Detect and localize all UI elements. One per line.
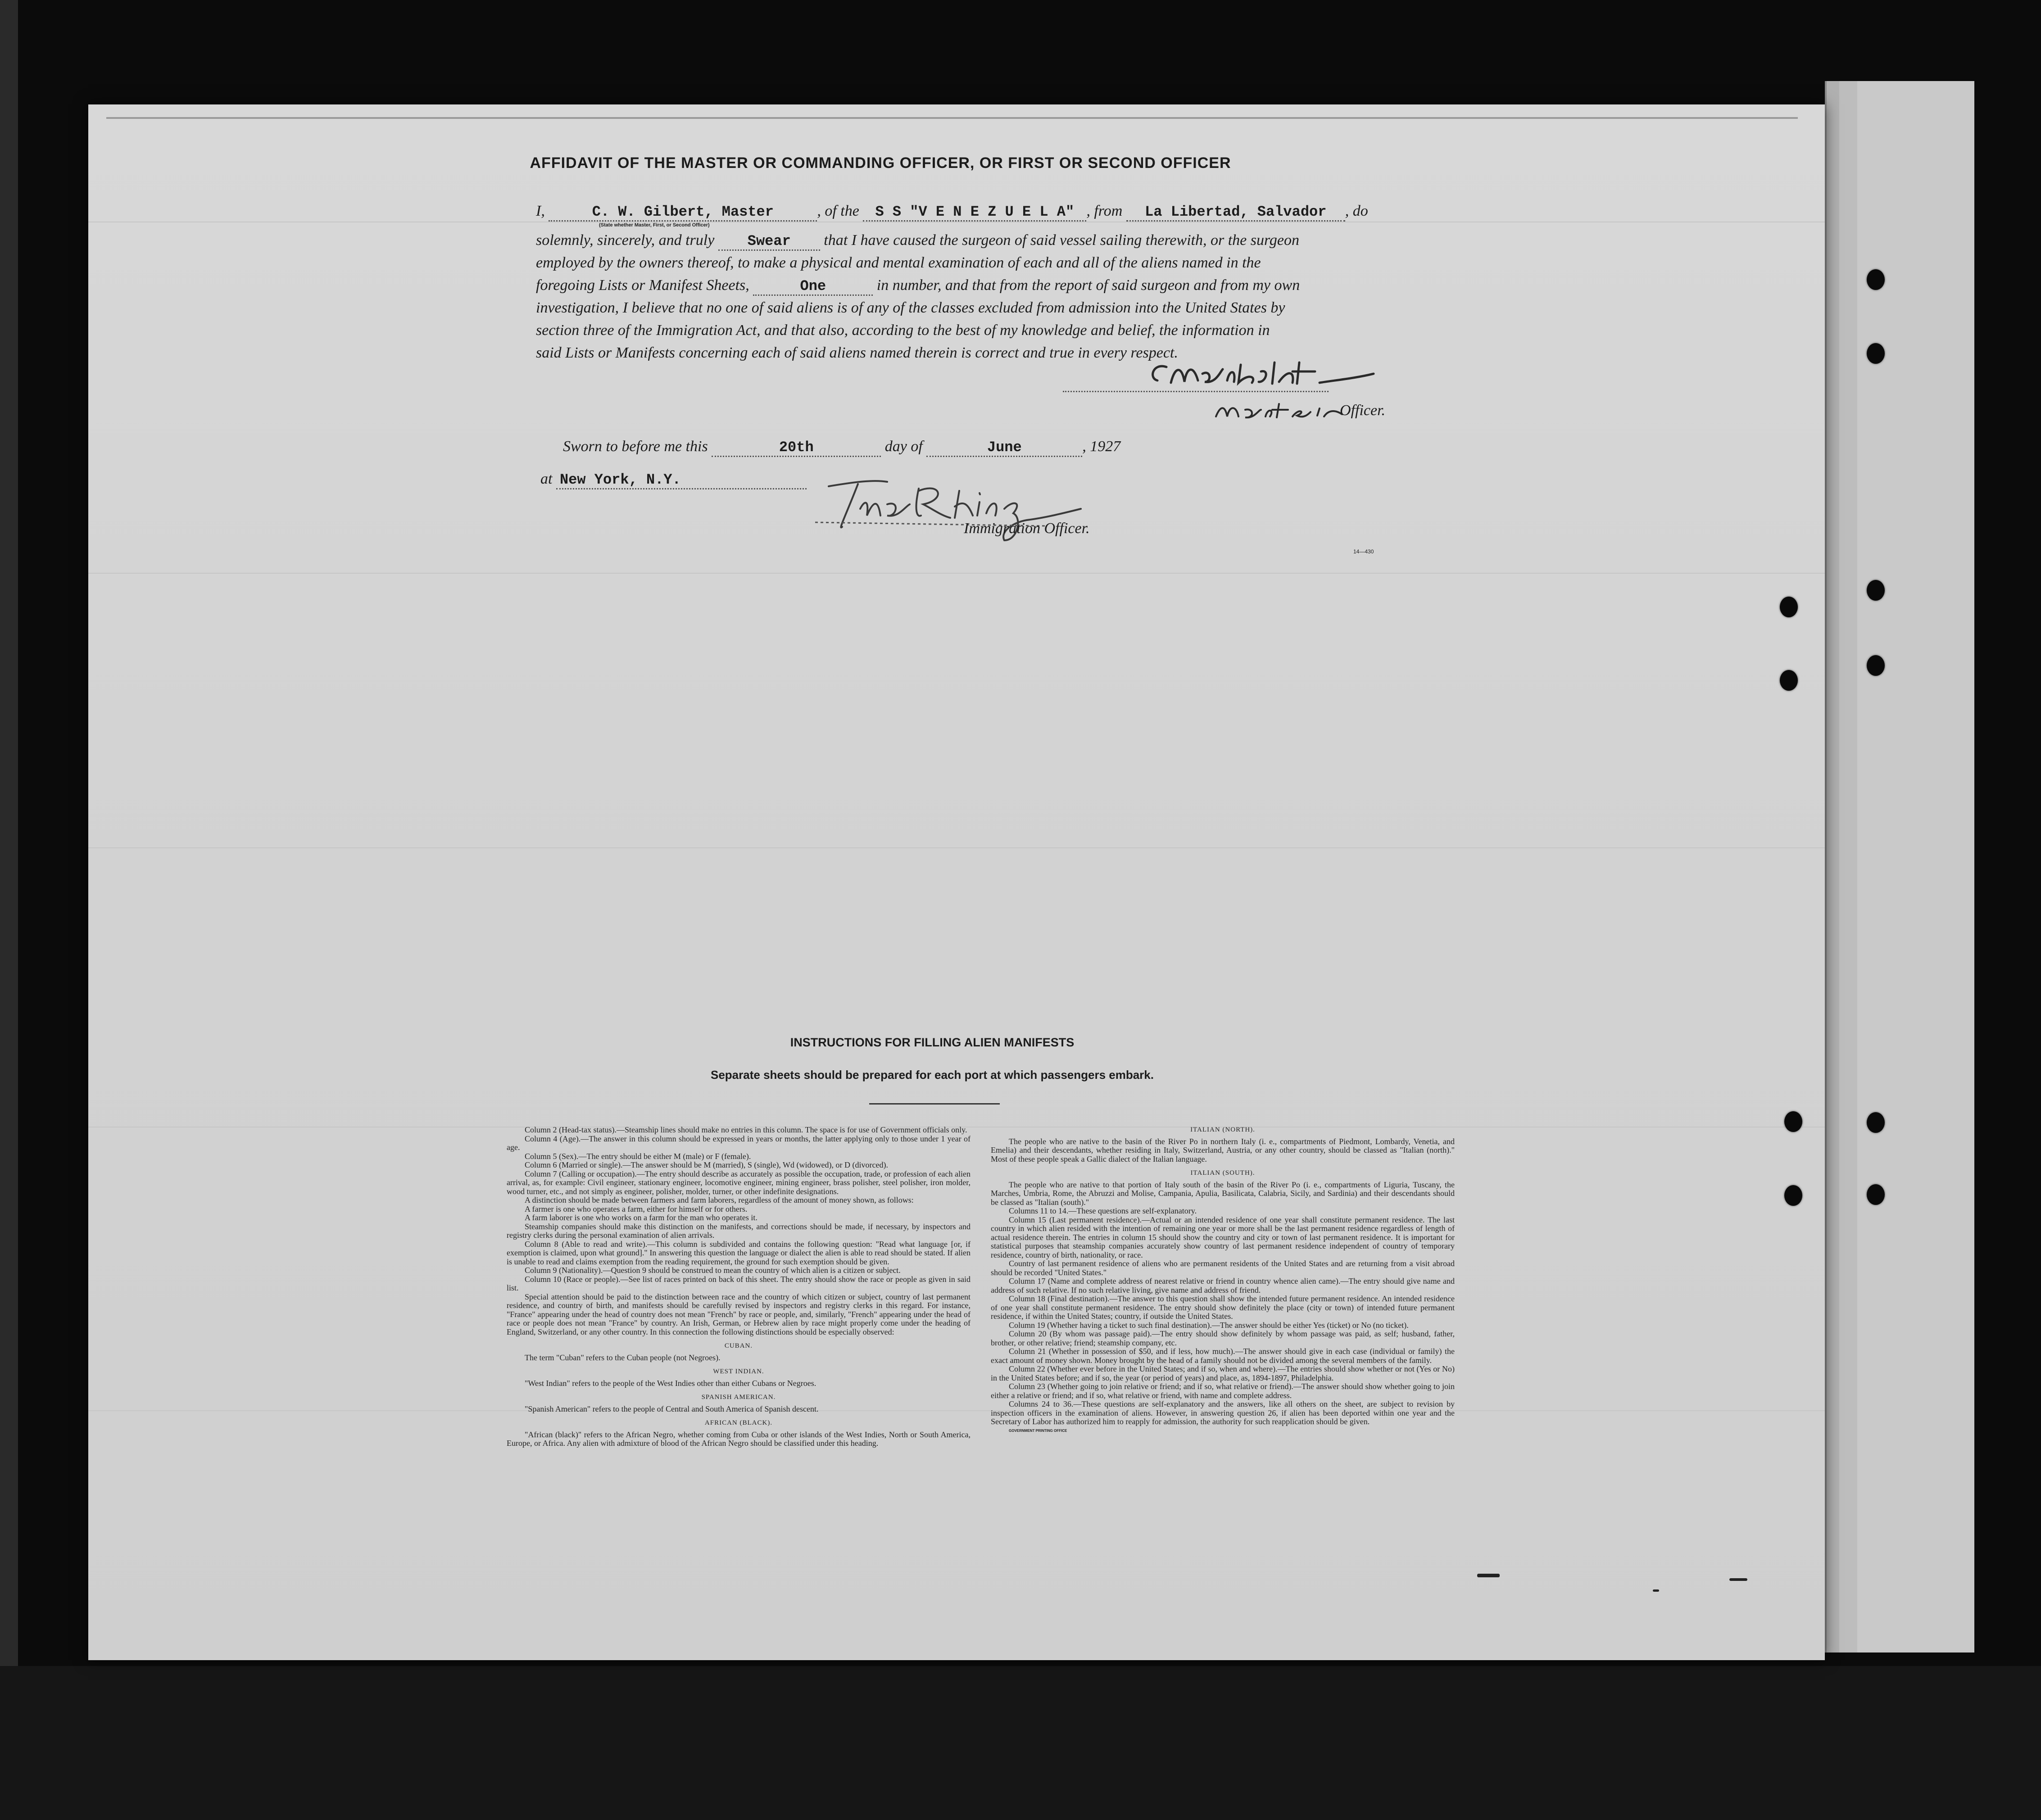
instructions-subtitle: Separate sheets should be prepared for each port at which passengers embark.: [711, 1068, 1154, 1082]
text: that I have caused the surgeon of said vessel sailing therewith, or the surgeon: [824, 232, 1300, 249]
faint-rule: [88, 573, 1825, 574]
text: foregoing Lists or Manifest Sheets,: [536, 277, 749, 294]
paragraph: "African (black)" refers to the African Negro, whether coming from Cuba or other islands of the West Indies, North or South America, Europe, or Africa. Any alien with admixture of blood of the African Negro should be classified under this heading.: [507, 1430, 971, 1448]
instructions-right-column: [991, 1126, 1455, 1435]
paragraph: "Spanish American" refers to the people of Central and South America of Spanish descent.: [525, 1404, 819, 1413]
paragraph: Columns 11 to 14.—These questions are self-explanatory.: [1009, 1206, 1197, 1215]
immigration-officer-label: Immigration Officer.: [964, 520, 1090, 537]
paragraph: Column 17 (Name and complete address of nearest relative or friend in country whence alien came).—The entry should give name and address of such relative. If no such relative living, give name and address of friend.: [991, 1277, 1455, 1295]
master-signature: [1144, 356, 1378, 396]
paragraph: A farm laborer is one who works on a farm for the man who operates it.: [525, 1213, 757, 1222]
binder-hole: [1780, 597, 1798, 617]
affidavit-line-6: section three of the Immigration Act, and that also, according to the best of my knowledge and belief, the information in: [536, 322, 1270, 339]
affidavit-line-2: [536, 232, 1299, 251]
film-edge-bottom: [0, 1666, 2041, 1820]
from-port-field: La Libertad, Salvador: [1126, 204, 1345, 222]
instructions-divider: [869, 1103, 1000, 1105]
paragraph: A farmer is one who operates a farm, either for himself or for others.: [525, 1204, 748, 1213]
paragraph: Column 7 (Calling or occupation).—The entry should describe as accurately as possible the occupation, trade, or profession of each alien arrival, as, for example: Civil engineer, stationary engineer, locomotive engineer, mining engineer, brass polisher, steel polisher, iron molder, wood turner, etc., and not simply as engineer, polisher, molder, turner, or other indefinite designations.: [507, 1169, 971, 1196]
film-edge-left: [0, 0, 18, 1820]
sworn-day-field: 20th: [712, 439, 881, 457]
text: , do: [1345, 203, 1368, 219]
paragraph: Country of last permanent residence of aliens who are permanent residents of the United States and are returning from a visit abroad should be recorded "United States.": [991, 1259, 1455, 1277]
paragraph: The term "Cuban" refers to the Cuban people (not Negroes).: [525, 1353, 721, 1362]
rank-note: (State whether Master, First, or Second Officer): [599, 222, 710, 228]
affidavit-line-3: employed by the owners thereof, to make a physical and mental examination of each and all of the aliens named in the: [536, 254, 1261, 271]
text: I,: [536, 203, 545, 219]
paragraph: Column 23 (Whether going to join relative or friend; and if so, what relative or friend).—The answer should show whether going to join either a relative or friend; and if so, what relative or friend, with name and complete address.: [991, 1382, 1455, 1400]
binder-hole: [1867, 343, 1885, 364]
text: , 19: [1082, 438, 1106, 455]
paragraph: Column 4 (Age).—The answer in this column should be expressed in years or months, the latter applying only to those under 1 year of age.: [507, 1134, 971, 1152]
instructions-title: INSTRUCTIONS FOR FILLING ALIEN MANIFESTS: [790, 1036, 1075, 1049]
paragraph: Column 10 (Race or people).—See list of races printed on back of this sheet. The entry should show the race or people as given in said list.: [507, 1274, 971, 1292]
swear-field: Swear: [718, 233, 820, 251]
binder-hole: [1780, 670, 1798, 691]
paragraph: The people who are native to the basin of the River Po in northern Italy (i. e., compartments of Piedmont, Lombardy, Venetia, and Emelia) and their descendants, whether residing in Italy, Switzerland, Austria, or any other country, should be classed as "Italian (north)." Most of these people speak a Gallic dialect of the Italian language.: [991, 1136, 1455, 1164]
master-signature-line: [1063, 391, 1329, 392]
ink-speck: [1653, 1589, 1659, 1592]
vessel-name-field: S S "V E N E Z U E L A": [863, 204, 1086, 222]
faint-rule: [88, 847, 1825, 848]
paragraph: Column 8 (Able to read and write).—This column is subdivided and contains the following question: "Read what language [or, if exemption is claimed, upon what ground]." In answering this question the language or dialect the alien is able to read should be stated. If alien is unable to read and claims exemption from the reading requirement, the ground for such exemption should be given.: [507, 1239, 971, 1266]
text: , of the: [817, 203, 859, 219]
text: , from: [1086, 203, 1123, 219]
page-stack-front: [1825, 81, 1839, 1652]
sworn-month-field: June: [926, 439, 1082, 457]
binder-hole: [1867, 655, 1885, 676]
ink-speck: [1477, 1574, 1500, 1577]
page-stack-back: [1855, 81, 1974, 1652]
sworn-place-line: [540, 471, 807, 489]
paragraph: The people who are native to that portion of Italy south of the basin of the River Po (i. e., compartments of Liguria, Tuscany, the Marches, Umbria, Rome, the Abruzzi and Molise, Campania, Apulia, Basilicata, Calabria, Sicily, and Sardinia) and their descendants should be classed as "Italian (south).": [991, 1180, 1455, 1207]
text: solemnly, sincerely, and truly: [536, 232, 715, 249]
paragraph: Column 9 (Nationality).—Question 9 should be construed to mean the country of which alien is a citizen or subject.: [525, 1266, 901, 1275]
paragraph: Column 22 (Whether ever before in the United States; and if so, when and where).—The entries should show whether or not (Yes or No) in the United States before; and if so, the year (or period of years) and place, as, 1894-1897, Philadelphia.: [991, 1364, 1455, 1382]
sworn-year: 27: [1105, 438, 1121, 455]
text: at: [540, 471, 553, 487]
affidavit-line-7: said Lists or Manifests concerning each of said aliens named therein is correct and true in every respect.: [536, 344, 1178, 361]
text: Sworn to before me this: [563, 438, 708, 455]
section-heading-cuban: CUBAN.: [724, 1342, 753, 1349]
ink-speck: [1729, 1578, 1747, 1581]
affidavit-line-1: [536, 203, 1368, 222]
paragraph: Column 21 (Whether in possession of $50, and if less, how much).—The answer should give in each case (individual or family) the exact amount of money shown. Money brought by the head of a family should not be divided among the several members of the family.: [991, 1347, 1455, 1365]
binder-hole: [1867, 580, 1885, 601]
officer-label: Officer.: [1340, 402, 1386, 419]
section-heading-african: AFRICAN (BLACK).: [704, 1419, 773, 1426]
paragraph: Steamship companies should make this distinction on the manifests, and corrections should be made, if necessary, by inspectors and registry clerks during the personal examination of alien arrivals.: [507, 1222, 971, 1240]
paragraph: A distinction should be made between farmers and farm laborers, regardless of the amount of money shown, as follows:: [525, 1195, 914, 1204]
section-heading-italian-south: ITALIAN (SOUTH).: [1190, 1169, 1255, 1177]
instructions-left-column: [507, 1126, 971, 1448]
binder-hole: [1867, 269, 1885, 290]
section-heading-west-indian: WEST INDIAN.: [713, 1368, 764, 1375]
paragraph: Column 15 (Last permanent residence).—Actual or an intended residence of one year shall constitute permanent residence. The last country in which alien resided with the intention of remaining one year or more shall be the last permanent residence regardless of length of actual residence therein. The entries in column 15 should show the country and city or town of last permanent residence. It is important for statistical purposes that steamship companies accurately show country of last permanent residence independent of country of temporary residence, country of birth, nationality, or race.: [991, 1215, 1455, 1259]
binder-hole: [1784, 1111, 1802, 1132]
affidavit-line-4: [536, 277, 1300, 296]
paragraph: Column 20 (By whom was passage paid).—The entry should show definitely by whom passage was paid, as self; husband, father, brother, or other relative; friend; steamship company, etc.: [991, 1329, 1455, 1347]
section-heading-spanish-american: SPANISH AMERICAN.: [701, 1394, 776, 1401]
form-number: 14—430: [1353, 548, 1374, 555]
rank-handwriting: [1211, 398, 1347, 423]
paragraph: "West Indian" refers to the people of the West Indies other than either Cubans or Negroes.: [525, 1378, 816, 1388]
paragraph: Column 6 (Married or single).—The answer should be M (married), S (single), Wd (widowed), or D (divorced).: [525, 1160, 888, 1169]
text: in number, and that from the report of said surgeon and from my own: [876, 277, 1300, 294]
binder-hole: [1867, 1184, 1885, 1205]
paragraph: Column 2 (Head-tax status).—Steamship lines should make no entries in this column. The space is for use of Government officials only.: [525, 1125, 967, 1134]
paragraph: Columns 24 to 36.—These questions are self-explanatory and the answers, like all others on the sheet, are subject to revision by inspection officers in the examination of aliens. However, in answering question 26, if alien has been deported within one year and the Secretary of Labor has authorized him to reapply for admission, the authority for such reapplication should be given.: [991, 1399, 1455, 1426]
section-heading-italian-north: ITALIAN (NORTH).: [1190, 1126, 1255, 1133]
page-top-edge: [106, 117, 1798, 119]
sheet-count-field: One: [753, 278, 873, 296]
paragraph: Column 5 (Sex).—The entry should be either M (male) or F (female).: [525, 1151, 751, 1161]
paragraph: Column 18 (Final destination).—The answer to this question shall show the intended future permanent residence. An intended residence of one year shall constitute permanent residence. The entry should show definitely the place (city or town) of intended future permanent residence, if within the United States; country, if outside the United States.: [991, 1294, 1455, 1321]
paragraph: Special attention should be paid to the distinction between race and the country of which citizen or subject, country of last permanent residence, and country of birth, and manifests should be carefully revised by inspectors and registry clerks in this regard. For instance, "France" appearing under the head of country does not mean "French" by race or people, and, similarly, "French" appearing under the head of race or people does not mean "France" by country. An Irish, German, or Hebrew alien by race might properly come under the heading of England, Switzerland, or any other country. In this connection the following distinctions should be especially observed:: [507, 1292, 971, 1336]
paragraph: Column 19 (Whether having a ticket to such final destination).—The answer should be either Yes (ticket) or No (no ticket).: [1009, 1320, 1409, 1330]
binder-hole: [1867, 1112, 1885, 1133]
affidavit-title: AFFIDAVIT OF THE MASTER OR COMMANDING OFFICER, OR FIRST OR SECOND OFFICER: [530, 154, 1231, 172]
master-name-field: C. W. Gilbert, Master: [549, 204, 817, 222]
sworn-line: [563, 438, 1120, 457]
sworn-place-field: New York, N.Y.: [556, 471, 807, 489]
printer-imprint: GOVERNMENT PRINTING OFFICE: [1009, 1428, 1067, 1433]
immigration-officer-signature: [811, 473, 1103, 563]
text: day of: [884, 438, 923, 455]
page-stack-mid: [1837, 81, 1857, 1652]
binder-hole: [1784, 1185, 1802, 1206]
affidavit-line-5: investigation, I believe that no one of said aliens is of any of the classes excluded from admission into the United States by: [536, 299, 1285, 316]
